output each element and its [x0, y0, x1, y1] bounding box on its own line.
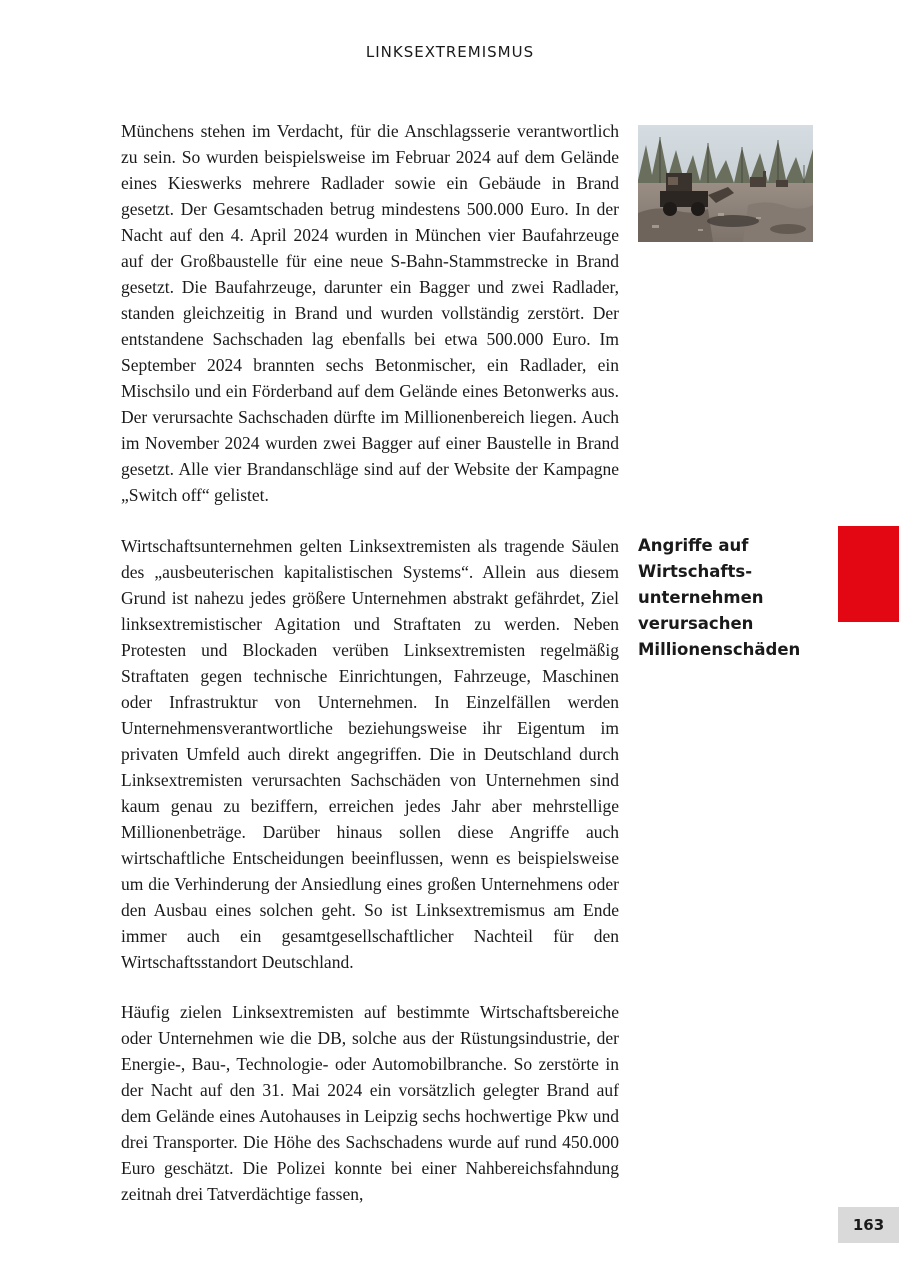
running-header: LINKSEXTREMISMUS: [365, 43, 535, 61]
body-paragraph-1: Münchens stehen im Verdacht, für die Anschlagsserie verantwortlich zu sein. So wurden beispielsweise im Februar 2024 auf dem Gelände eines Kieswerks mehrere Radlader sowie ein Gebäude in Brand gesetzt. Der Gesamtschaden betrug mindestens 500.000 Euro. In der Nacht auf den 4. April 2024 wurden in München vier Baufahrzeuge auf der Großbaustelle für eine neue S-Bahn-Stammstrecke in Brand gesetzt. Die Baufahrzeuge, darunter ein Bagger und zwei Radlader, standen gleichzeitig in Brand und wurden vollständig zerstört. Der entstandene Sachschaden lag ebenfalls bei etwa 500.000 Euro. Im September 2024 brannten sechs Betonmischer, ein Radlader, ein Mischsilo und ein Förderband auf dem Gelände eines Betonwerks aus. Der verursachte Sachschaden dürfte im Millionenbereich liegen. Auch im November 2024 wurden zwei Bagger auf einer Baustelle in Brand gesetzt. Alle vier Brandanschläge sind auf der Website der Kampagne „Switch off“ gelistet.: [121, 121, 619, 505]
body-paragraph-2: Wirtschaftsunternehmen gelten Linksextremisten als tragende Säulen des „ausbeuterischen kapitalistischen Systems“. Allein aus diesem Grund ist nahezu jedes größere Unternehmen abstrakt gefährdet, Ziel linksextremistischer Agitation und Straftaten zu werden. Neben Protesten und Blockaden verüben Linksextremisten regelmäßig Straftaten gegen technische Einrichtungen, Fahrzeuge, Maschinen oder Infrastruktur von Unternehmen. In Einzelfällen werden Unternehmensverantwortliche beziehungsweise ihr Eigentum im privaten Umfeld auch direkt angegriffen. Die in Deutschland durch Linksextremisten verursachten Sachschäden von Unternehmen sind kaum genau zu beziffern, erreichen jedes Jahr aber mehrstellige Millionenbeträge. Darüber hinaus sollen diese Angriffe auch wirtschaftliche Entscheidungen beeinflussen, wenn es beispielsweise um die Verhinderung der Ansiedlung eines großen Unternehmens oder den Ausbau eines solchen geht. So ist Linksextremismus am Ende immer auch ein gesamtgesellschaftlicher Nachteil für den Wirtschaftsstandort Deutschland.: [121, 536, 619, 972]
body-paragraph-3: Häufig zielen Linksextremisten auf bestimmte Wirtschaftsbereiche oder Unternehmen wie die DB, solche aus der Rüstungsindustrie, der Energie-, Bau-, Technologie- oder Automobilbranche. So zerstörte in der Nacht auf den 31. Mai 2024 ein vorsätzlich gelegter Brand auf dem Gelände eines Autohauses in Leipzig sechs hochwertige Pkw und drei Transporter. Die Höhe des Sachschadens wurde auf rund 450.000 Euro geschätzt. Die Polizei konnte bei einer Nahbereichsfahndung zeitnah drei Tatverdächtige fassen,: [121, 1002, 619, 1204]
chapter-tab-marker: [838, 526, 899, 622]
margin-heading: Angriffe auf Wirtschaftsunternehmen verursachen Millionenschäden: [638, 536, 801, 659]
page-number: 163: [838, 1207, 899, 1243]
burned-construction-site-photo: [638, 125, 813, 242]
photo-illustration: [638, 125, 813, 242]
